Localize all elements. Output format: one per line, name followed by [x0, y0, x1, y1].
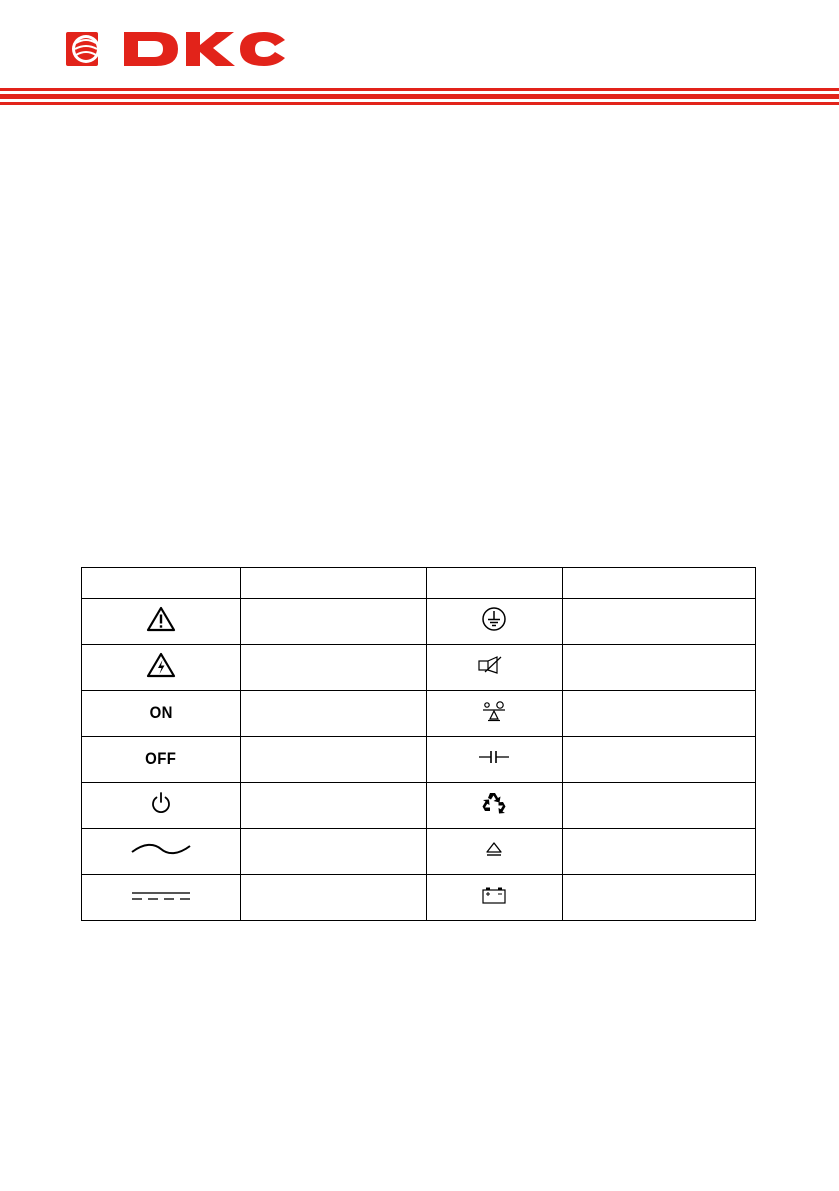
table-header-row [82, 568, 756, 599]
meaning-cell [241, 875, 426, 921]
meaning-cell [562, 783, 755, 829]
symbol-cell [426, 599, 562, 645]
header-stripe-medium [0, 94, 839, 99]
symbols-table [81, 567, 756, 921]
meaning-cell [241, 737, 426, 783]
symbol-cell [82, 645, 241, 691]
meaning-cell [241, 645, 426, 691]
silence-alarm-icon [477, 655, 511, 675]
on-text-icon: ON [149, 703, 173, 722]
table-row [82, 691, 756, 737]
symbol-cell [82, 783, 241, 829]
symbol-cell [426, 875, 562, 921]
alternating-current-icon [130, 841, 192, 857]
dkc-logo [66, 26, 288, 72]
warning-triangle-icon [146, 606, 176, 632]
battery-icon [481, 885, 507, 905]
symbol-cell [426, 783, 562, 829]
meaning-cell [562, 645, 755, 691]
eject-triangle-icon [485, 841, 503, 857]
table-row [82, 599, 756, 645]
dkc-logo-mark [66, 26, 288, 72]
high-voltage-triangle-icon [146, 652, 176, 678]
meaning-cell [562, 829, 755, 875]
meaning-cell [562, 875, 755, 921]
off-text-icon: OFF [145, 749, 177, 768]
header-stripe-bottom [0, 102, 839, 105]
direct-current-icon [130, 890, 192, 902]
column-header-meaning-right [562, 568, 755, 599]
table-row [82, 737, 756, 783]
symbol-cell [82, 691, 241, 737]
standby-power-icon [150, 791, 172, 815]
symbol-cell [426, 645, 562, 691]
meaning-cell [562, 599, 755, 645]
symbol-cell [426, 737, 562, 783]
symbol-cell [82, 737, 241, 783]
table-row [82, 783, 756, 829]
column-header-symbol-left [82, 568, 241, 599]
header-stripe-thin [0, 88, 839, 91]
column-header-meaning-left [241, 568, 426, 599]
meaning-cell [562, 737, 755, 783]
column-header-symbol-right [426, 568, 562, 599]
table-row [82, 875, 756, 921]
symbol-cell [82, 829, 241, 875]
recycle-icon [481, 790, 507, 816]
protective-earth-icon [481, 606, 507, 632]
meaning-cell [241, 829, 426, 875]
dc-capacitor-icon [478, 749, 510, 765]
symbol-cell [426, 691, 562, 737]
page-header [0, 0, 839, 110]
symbol-cell [82, 599, 241, 645]
table-row [82, 829, 756, 875]
meaning-cell [241, 691, 426, 737]
meaning-cell [241, 599, 426, 645]
symbol-cell [426, 829, 562, 875]
meaning-cell [241, 783, 426, 829]
meaning-cell [562, 691, 755, 737]
maintenance-bypass-icon [479, 699, 509, 723]
symbol-cell [82, 875, 241, 921]
table-row [82, 645, 756, 691]
